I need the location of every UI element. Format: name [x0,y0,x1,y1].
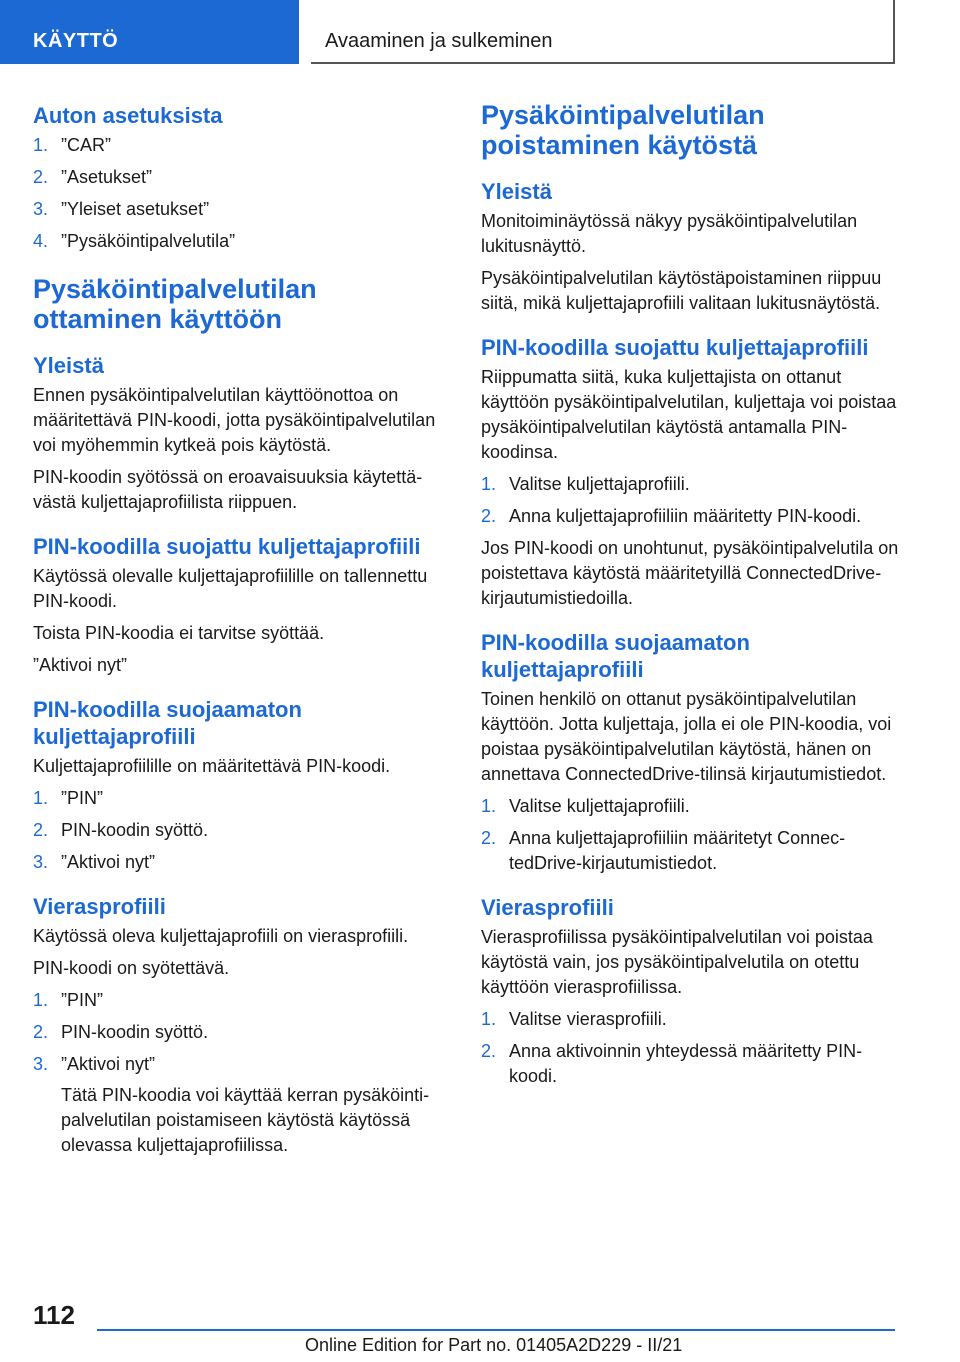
footer-divider [97,1329,895,1331]
paragraph: Monitoiminäytössä näkyy pysäköintipalvelutilan lukitusnäyttö. [481,211,858,256]
paragraph: PIN-koodi on syötettävä. [33,958,230,978]
list-item: 1. ”CAR” [33,133,453,158]
paragraph: Käytössä olevalle kuljettajaprofiilille on tallennettu PIN-koodi. [33,566,428,611]
step-number: 3. [33,852,49,872]
step-number: 1. [481,796,497,816]
paragraph: Toista PIN-koodia ei tarvitse syöttää. [33,623,325,643]
car-settings-steps [33,133,453,254]
right-column [481,100,901,1096]
activation-unprotected-steps [33,786,453,875]
step-number: 3. [33,199,49,219]
heading-activation-guest: Vierasprofiili [33,894,166,919]
list-item: 2. Anna kuljettajaprofiiliin määritetyt ConnectedDrive-kirjautumistiedot. [481,828,846,873]
heading-activation-unprotected: PIN-koodilla suojaamaton kuljettajaprofiili [33,697,302,749]
paragraph: Pysäköintipalvelutilan käytöstäpoistaminen riippuu siitä, mikä kuljettajaprofiili valitaan lukitusnäytöstä. [481,268,882,313]
heading-deactivation-unprotected: PIN-koodilla suojaamaton kuljettajaprofiili [481,630,750,682]
list-item: 1. ”PIN” [33,988,453,1013]
step-number: 2. [33,167,49,187]
heading-deactivation-general: Yleistä [481,179,552,204]
list-item: 2. PIN-koodin syöttö. [33,818,453,843]
edition-text: Online Edition for Part no. 01405A2D229 - II/21 [305,1335,683,1355]
paragraph: Riippumatta siitä, kuka kuljettajista on ottanut käyttöön pysäköintipalvelutilan, kuljettaja voi poistaa pysäköintipalvelutilan käytöstä antamalla PIN-koodinsa. [481,367,897,462]
step-number: 2. [481,1041,497,1061]
paragraph: Vierasprofiilissa pysäköintipalvelutilan voi poistaa käytöstä vain, jos pysäköintipalvelutila on otettu käyttöön vierasprofiilissa. [481,927,873,997]
list-item: 2. Anna aktivoinnin yhteydessä määritetty PIN-koodi. [481,1041,863,1086]
paragraph: Ennen pysäköintipalvelutilan käyttöönottoa on määritettävä PIN-koodi, jotta pysäköintipalvelutilan voi myöhemmin kytkeä pois käytöstä. [33,385,436,455]
paragraph: PIN-koodin syötössä on eroavaisuuksia käytettävästä kuljettajaprofiilista riippuen. [33,467,423,512]
list-item: 1. ”PIN” [33,786,453,811]
paragraph: Toinen henkilö on ottanut pysäköintipalvelutilan käyttöön. Jotta kuljettaja, jolla ei ole PIN-koodia, voi poistaa pysäköintipalvelutilan käytöstä, hänen on annettava ConnectedDrive-tilinsä kirjautumistiedot. [481,689,892,784]
list-item: 3. ”Aktivoi nyt” Tätä PIN-koodia voi käyttää kerran pysäköintipalvelutilan poistamiseen käytöstä käytössä olevassa kuljettajaprofiilissa. [33,1052,453,1158]
deactivation-guest-steps [481,1007,901,1089]
step-number: 1. [33,135,49,155]
heading-car-settings: Auton asetuksista [33,103,223,128]
heading-deactivation-guest: Vierasprofiili [481,895,614,920]
step-number: 4. [33,231,49,251]
left-column [33,100,453,1165]
step-number: 2. [33,1022,49,1042]
list-item: 3. ”Aktivoi nyt” [33,850,453,875]
step-number: 1. [481,1009,497,1029]
activation-guest-steps [33,988,453,1158]
step-number: 2. [481,506,497,526]
list-item: 1. Valitse vierasprofiili. [481,1007,901,1032]
list-item: 2. Anna kuljettajaprofiiliin määritetty PIN-koodi. [481,504,901,529]
step-number: 1. [33,990,49,1010]
heading-activation: Pysäköintipalvelutilan ottaminen käyttöön [33,274,317,334]
heading-activation-general: Yleistä [33,353,104,378]
deactivation-protected-steps [481,472,901,529]
list-item: 3. ”Yleiset asetukset” [33,197,453,222]
heading-deactivation-protected: PIN-koodilla suojattu kuljettajaprofiili [481,335,869,360]
list-item: 4. ”Pysäköintipalvelutila” [33,229,453,254]
heading-activation-protected: PIN-koodilla suojattu kuljettajaprofiili [33,534,421,559]
paragraph: Käytössä oleva kuljettajaprofiili on vierasprofiili. [33,926,409,946]
section-tab: KÄYTTÖ [0,0,299,64]
step-number: 1. [481,474,497,494]
step-number: 3. [33,1054,49,1074]
page-number: 112 [33,1300,75,1330]
paragraph: Jos PIN-koodi on unohtunut, pysäköintipalvelutila on poistettava käytöstä määritetyillä ConnectedDrive-kirjautumistiedoilla. [481,538,899,608]
heading-deactivation: Pysäköintipalvelutilan poistaminen käytöstä [481,100,765,160]
list-item: 1. Valitse kuljettajaprofiili. [481,794,901,819]
step-number: 2. [33,820,49,840]
step-number: 2. [481,828,497,848]
paragraph: ”Aktivoi nyt” [33,655,128,675]
step-number: 1. [33,788,49,808]
list-item: 2. PIN-koodin syöttö. [33,1020,453,1045]
paragraph: Kuljettajaprofiilille on määritettävä PIN-koodi. [33,756,391,776]
step-note: Tätä PIN-koodia voi käyttää kerran pysäköintipalvelutilan poistamiseen käytöstä käytössä olevassa kuljettajaprofiilissa. [61,1085,430,1155]
deactivation-unprotected-steps [481,794,901,876]
list-item: 2. ”Asetukset” [33,165,453,190]
chapter-tab: Avaaminen ja sulkeminen [311,0,895,64]
list-item: 1. Valitse kuljettajaprofiili. [481,472,901,497]
